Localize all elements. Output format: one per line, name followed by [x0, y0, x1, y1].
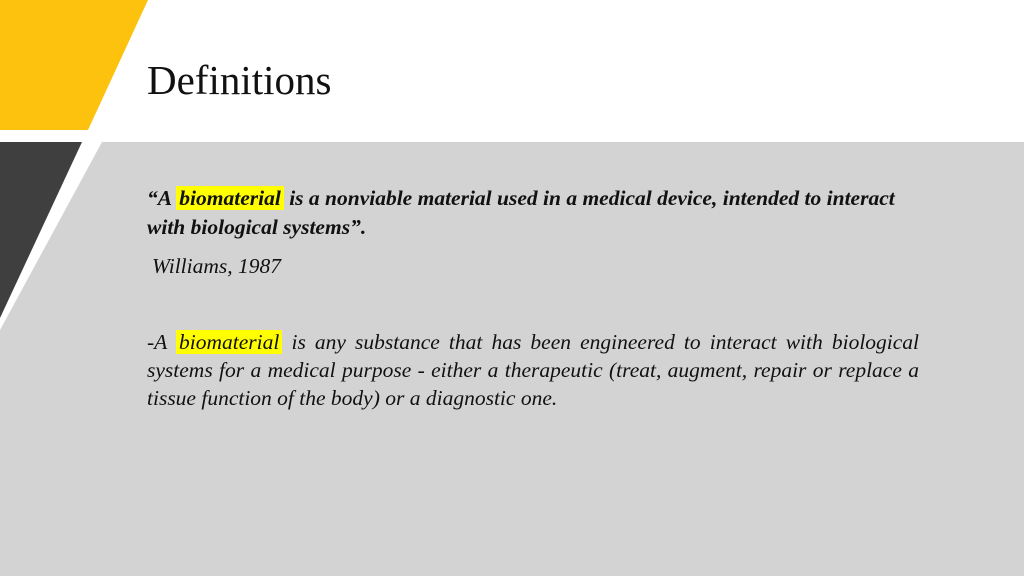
highlighted-term: biomaterial [176, 186, 284, 210]
quote-text: is a nonviable material used in a medical device, intended to interact with biological systems”. [147, 186, 895, 239]
slide-title: Definitions [147, 57, 332, 103]
accent-stripe [0, 0, 148, 130]
highlighted-term-2: biomaterial [176, 330, 282, 354]
citation: Williams, 1987 [152, 254, 282, 278]
quoted-definition [147, 184, 919, 242]
definition-text: is any substance that has been engineered to interact with biological systems for a medical purpose - either a therapeutic (treat, augment, repair or replace a tissue function of the body) or a diagnostic one. [147, 330, 920, 410]
quote-open: “A [147, 186, 171, 210]
definition-prefix: -A [147, 330, 167, 354]
second-definition [147, 328, 919, 412]
